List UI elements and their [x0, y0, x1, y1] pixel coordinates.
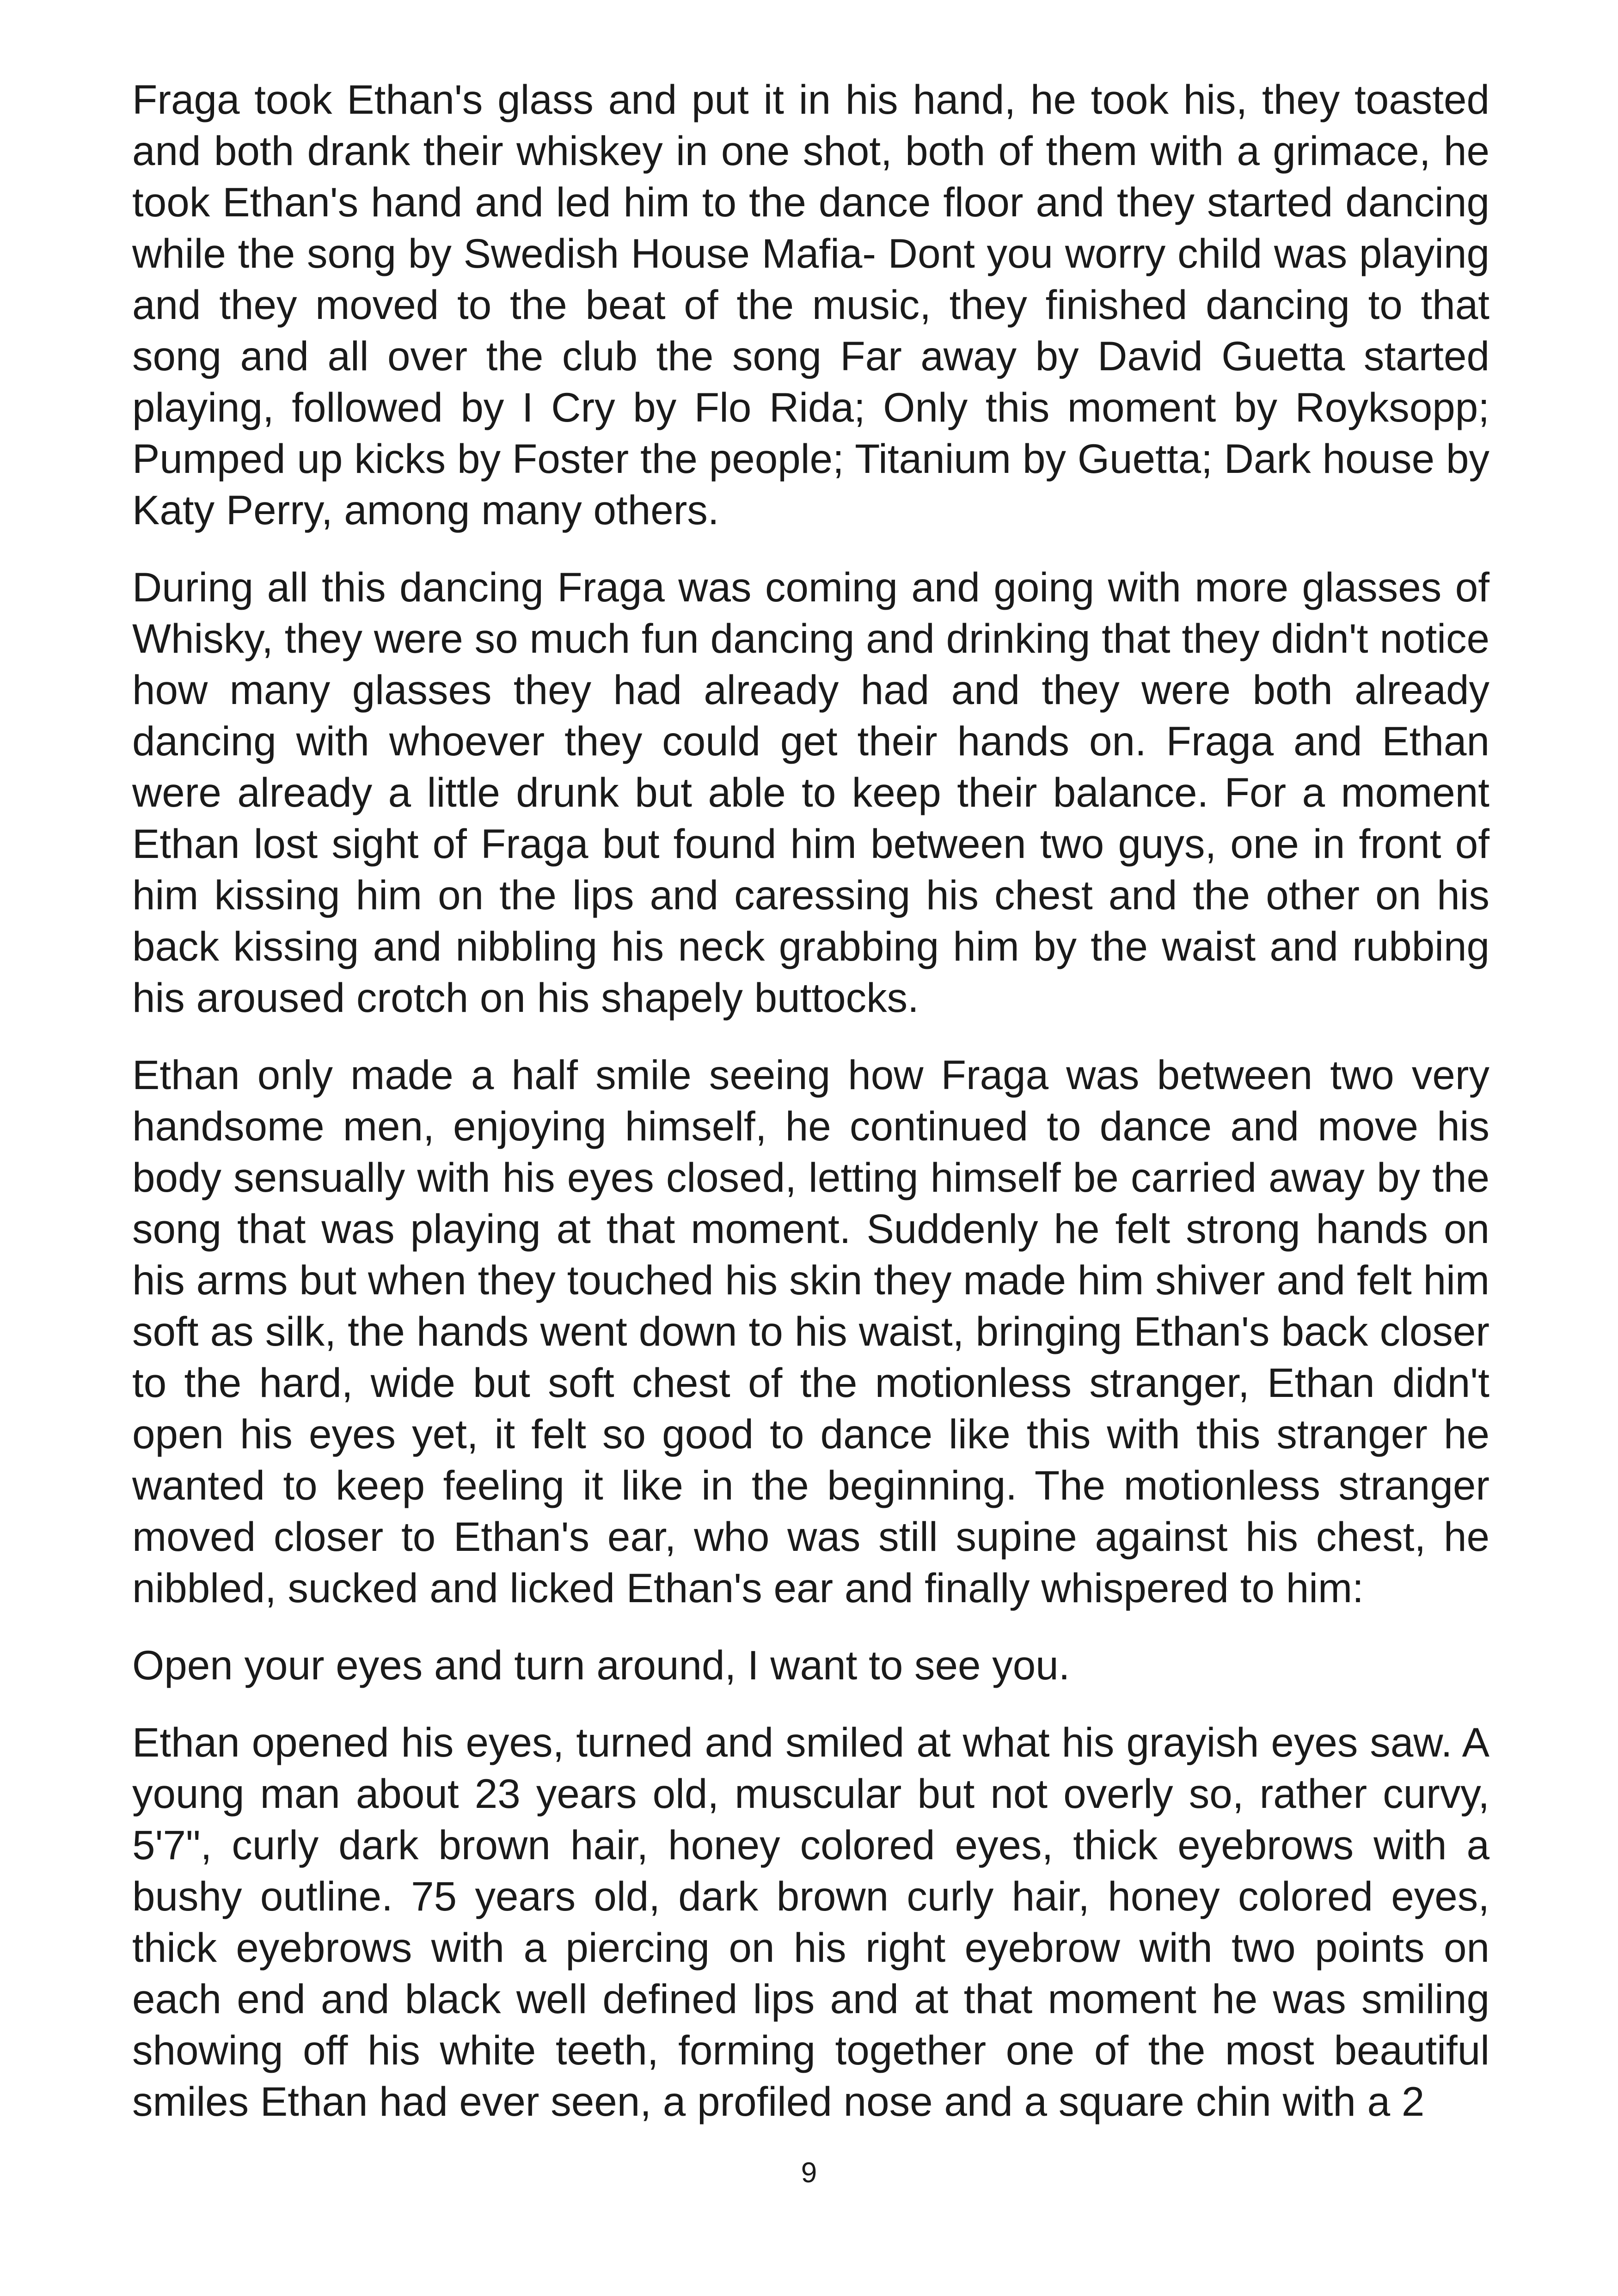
body-text — [132, 74, 1489, 2153]
paragraph: Ethan opened his eyes, turned and smiled at what his grayish eyes saw. A young man about 23 years old, muscular but not overly so, rather curvy, 5'7", curly dark brown hair, honey colored eyes, thick eyebrows with a bushy outline. 75 years old, dark brown curly hair, honey colored eyes, thick eyebrows with a piercing on his right eyebrow with two points on each end and black well defined lips and at that moment he was smiling showing off his white teeth, forming together one of the most beautiful smiles Ethan had ever seen, a profiled nose and a square chin with a 2 — [132, 1719, 1489, 2125]
paragraph: Open your eyes and turn around, I want to see you. — [132, 1642, 1070, 1688]
paragraph: Ethan only made a half smile seeing how Fraga was between two very handsome men, enjoying himself, he continued to dance and move his body sensually with his eyes closed, letting himself be carried away by the song that was playing at that moment. Suddenly he felt strong hands on his arms but when they touched his skin they made him shiver and felt him soft as silk, the hands went down to his waist, bringing Ethan's back closer to the hard, wide but soft chest of the motionless stranger, Ethan didn't open his eyes yet, it felt so good to dance like this with this stranger he wanted to keep feeling it like in the beginning. The motionless stranger moved closer to Ethan's ear, who was still supine against his chest, he nibbled, sucked and licked Ethan's ear and finally whispered to him: — [132, 1052, 1489, 1611]
page-number: 9 — [801, 2157, 817, 2189]
paragraph: Fraga took Ethan's glass and put it in his hand, he took his, they toasted and both drank their whiskey in one shot, both of them with a grimace, he took Ethan's hand and led him to the dance floor and they started dancing while the song by Swedish House Mafia- Dont you worry child was playing and they moved to the beat of the music, they finished dancing to that song and all over the club the song Far away by David Guetta started playing, followed by I Cry by Flo Rida; Only this moment by Royksopp; Pumped up kicks by Foster the people; Titanium by Guetta; Dark house by Katy Perry, among many others. — [132, 76, 1489, 533]
paragraph: During all this dancing Fraga was coming and going with more glasses of Whisky, they were so much fun dancing and drinking that they didn't notice how many glasses they had already had and they were both already dancing with whoever they could get their hands on. Fraga and Ethan were already a little drunk but able to keep their balance. For a moment Ethan lost sight of Fraga but found him between two guys, one in front of him kissing him on the lips and caressing his chest and the other on his back kissing and nibbling his neck grabbing him by the waist and rubbing his aroused crotch on his shapely buttocks. — [132, 564, 1489, 1021]
